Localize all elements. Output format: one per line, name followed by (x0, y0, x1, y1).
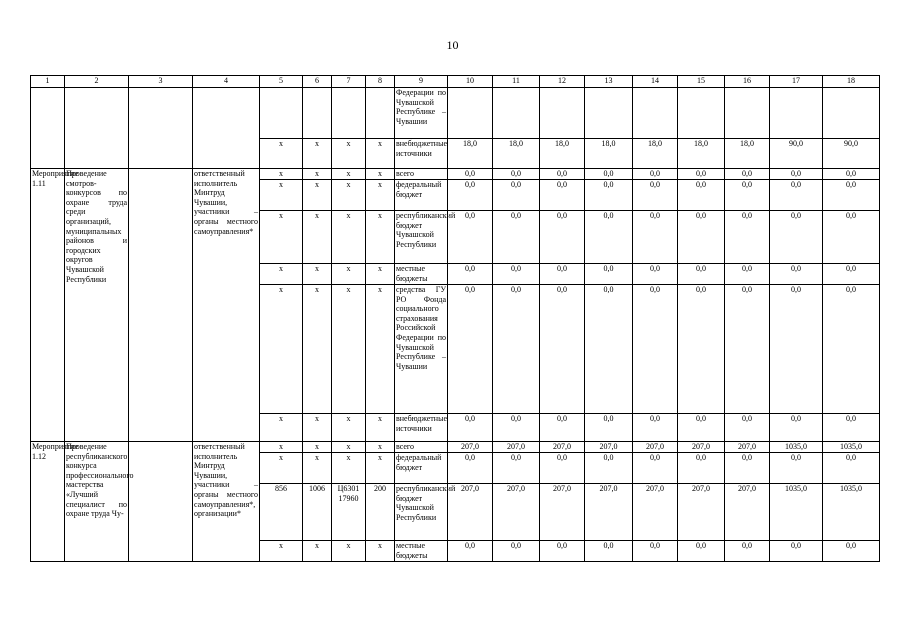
value-cell: 0,0 (633, 414, 678, 442)
column-number: 2 (65, 76, 129, 88)
code-cell: 200 (366, 484, 395, 541)
code-cell: x (332, 285, 366, 414)
code-cell: x (366, 264, 395, 285)
value-cell: 0,0 (448, 541, 493, 562)
value-cell: 0,0 (725, 285, 770, 414)
value-cell: 0,0 (823, 453, 880, 484)
value-cell: 18,0 (633, 139, 678, 169)
code-cell: x (366, 442, 395, 453)
value-cell: 0,0 (585, 264, 633, 285)
value-cell: 0,0 (585, 453, 633, 484)
responsible-cell: ответственный исполнитель Минтруд Чувашии, участники – органы местного самоуправления* (193, 169, 260, 442)
value-cell: 0,0 (448, 285, 493, 414)
code-cell: x (303, 211, 332, 264)
value-cell: 0,0 (725, 541, 770, 562)
value-cell: 18,0 (725, 139, 770, 169)
code-cell: x (366, 211, 395, 264)
code-cell: x (332, 211, 366, 264)
code-cell: x (332, 264, 366, 285)
value-cell: 0,0 (448, 414, 493, 442)
value-cell: 90,0 (770, 139, 823, 169)
code-cell: x (366, 169, 395, 180)
value-cell (725, 88, 770, 139)
name-cell: Проведение смотров-конкурсов по охране труда среди организаций, муниципальных районов и городских округов Чувашской Республики (65, 169, 129, 442)
value-cell: 207,0 (678, 484, 725, 541)
value-cell: 207,0 (725, 442, 770, 453)
value-cell: 0,0 (585, 414, 633, 442)
funding-source: всего (395, 169, 448, 180)
value-cell: 207,0 (493, 484, 540, 541)
code-cell: x (260, 169, 303, 180)
value-cell: 0,0 (725, 180, 770, 211)
code-cell (303, 88, 332, 139)
value-cell: 18,0 (493, 139, 540, 169)
value-cell: 0,0 (633, 211, 678, 264)
funding-source: федеральный бюджет (395, 180, 448, 211)
funding-source: республиканский бюджет Чувашской Республики (395, 484, 448, 541)
value-cell: 90,0 (823, 139, 880, 169)
value-cell: 0,0 (633, 285, 678, 414)
code-cell (366, 88, 395, 139)
value-cell: 0,0 (770, 414, 823, 442)
value-cell: 207,0 (448, 484, 493, 541)
value-cell: 0,0 (725, 414, 770, 442)
value-cell: 18,0 (448, 139, 493, 169)
value-cell: 0,0 (540, 414, 585, 442)
table-row (31, 88, 880, 139)
col3-cell (129, 169, 193, 442)
code-cell: x (332, 169, 366, 180)
code-cell: x (260, 453, 303, 484)
code-cell: x (303, 180, 332, 211)
value-cell: 0,0 (448, 453, 493, 484)
value-cell: 0,0 (633, 180, 678, 211)
value-cell: 0,0 (770, 285, 823, 414)
code-cell: x (332, 442, 366, 453)
code-cell (332, 88, 366, 139)
code-cell: x (303, 285, 332, 414)
value-cell: 0,0 (540, 453, 585, 484)
value-cell: 0,0 (540, 211, 585, 264)
value-cell: 0,0 (540, 264, 585, 285)
code-cell: x (260, 211, 303, 264)
value-cell: 0,0 (678, 169, 725, 180)
value-cell: 0,0 (823, 285, 880, 414)
budget-table (30, 75, 880, 562)
value-cell: 0,0 (725, 211, 770, 264)
value-cell: 0,0 (678, 180, 725, 211)
value-cell: 0,0 (585, 285, 633, 414)
value-cell: 0,0 (493, 169, 540, 180)
code-cell: x (260, 285, 303, 414)
value-cell: 0,0 (493, 285, 540, 414)
code-cell: x (303, 414, 332, 442)
value-cell: 0,0 (770, 211, 823, 264)
value-cell: 0,0 (540, 169, 585, 180)
column-number: 12 (540, 76, 585, 88)
value-cell: 0,0 (823, 211, 880, 264)
name-cell (65, 88, 129, 169)
funding-source: внебюджетные источники (395, 139, 448, 169)
table-row (31, 169, 880, 180)
funding-source: всего (395, 442, 448, 453)
code-cell: x (303, 442, 332, 453)
value-cell: 0,0 (823, 414, 880, 442)
value-cell: 0,0 (493, 180, 540, 211)
column-number: 4 (193, 76, 260, 88)
name-cell: Проведение республиканского конкурса профессионального мастерства «Лучший специалист по охране труда Чу- (65, 442, 129, 562)
code-cell: x (303, 541, 332, 562)
funding-source: местные бюджеты (395, 541, 448, 562)
value-cell: 18,0 (540, 139, 585, 169)
value-cell: 207,0 (540, 442, 585, 453)
value-cell: 0,0 (585, 541, 633, 562)
value-cell: 207,0 (678, 442, 725, 453)
value-cell: 0,0 (585, 169, 633, 180)
value-cell: 0,0 (493, 541, 540, 562)
value-cell: 1035,0 (823, 484, 880, 541)
value-cell: 18,0 (678, 139, 725, 169)
value-cell: 0,0 (678, 211, 725, 264)
column-number: 18 (823, 76, 880, 88)
value-cell (493, 88, 540, 139)
value-cell: 0,0 (725, 169, 770, 180)
value-cell: 0,0 (823, 264, 880, 285)
value-cell (448, 88, 493, 139)
code-cell: x (260, 442, 303, 453)
value-cell: 0,0 (540, 285, 585, 414)
column-number: 13 (585, 76, 633, 88)
funding-source: местные бюджеты (395, 264, 448, 285)
code-cell: x (366, 541, 395, 562)
value-cell: 0,0 (678, 264, 725, 285)
value-cell: 0,0 (633, 169, 678, 180)
code-cell: x (260, 264, 303, 285)
value-cell: 207,0 (633, 484, 678, 541)
value-cell: 1035,0 (770, 484, 823, 541)
value-cell: 0,0 (678, 414, 725, 442)
value-cell: 1035,0 (770, 442, 823, 453)
funding-source: средства ГУ РО Фонда социального страхования Российской Федерации по Чувашской Республике – Чувашии (395, 285, 448, 414)
value-cell (633, 88, 678, 139)
code-cell (260, 88, 303, 139)
value-cell: 0,0 (823, 541, 880, 562)
value-cell: 207,0 (585, 484, 633, 541)
column-number: 11 (493, 76, 540, 88)
column-number: 8 (366, 76, 395, 88)
value-cell: 0,0 (493, 414, 540, 442)
value-cell: 0,0 (448, 180, 493, 211)
column-number: 10 (448, 76, 493, 88)
column-number: 9 (395, 76, 448, 88)
column-number: 17 (770, 76, 823, 88)
code-cell: x (366, 414, 395, 442)
code-cell: x (332, 414, 366, 442)
header-row (31, 76, 880, 88)
code-cell: x (332, 453, 366, 484)
col3-cell (129, 442, 193, 562)
value-cell: 0,0 (770, 541, 823, 562)
column-number: 6 (303, 76, 332, 88)
code-cell: x (260, 541, 303, 562)
value-cell: 207,0 (493, 442, 540, 453)
value-cell: 0,0 (493, 211, 540, 264)
value-cell: 0,0 (448, 264, 493, 285)
value-cell (540, 88, 585, 139)
value-cell: 0,0 (770, 180, 823, 211)
event-cell: Мероприятие 1.11 (31, 169, 65, 442)
code-cell: x (332, 541, 366, 562)
funding-source: внебюджетные источники (395, 414, 448, 442)
value-cell: 0,0 (493, 453, 540, 484)
code-cell: x (303, 453, 332, 484)
value-cell: 0,0 (633, 453, 678, 484)
page-number: 10 (446, 38, 459, 52)
column-number: 5 (260, 76, 303, 88)
funding-source: Федерации по Чувашской Республике – Чувашии (395, 88, 448, 139)
code-cell: x (260, 180, 303, 211)
code-cell: x (366, 139, 395, 169)
code-cell: x (366, 180, 395, 211)
value-cell: 207,0 (448, 442, 493, 453)
column-number: 16 (725, 76, 770, 88)
value-cell: 0,0 (770, 453, 823, 484)
value-cell: 0,0 (823, 180, 880, 211)
value-cell: 0,0 (633, 541, 678, 562)
value-cell (585, 88, 633, 139)
responsible-cell (193, 88, 260, 169)
value-cell: 0,0 (678, 285, 725, 414)
value-cell: 0,0 (448, 169, 493, 180)
value-cell: 0,0 (585, 180, 633, 211)
value-cell (823, 88, 880, 139)
event-cell: Мероприятие 1.12 (31, 442, 65, 562)
funding-source: республиканский бюджет Чувашской Республики (395, 211, 448, 264)
value-cell: 0,0 (823, 169, 880, 180)
value-cell: 0,0 (770, 169, 823, 180)
code-cell: x (332, 180, 366, 211)
code-cell: x (303, 139, 332, 169)
funding-source: федеральный бюджет (395, 453, 448, 484)
value-cell: 0,0 (770, 264, 823, 285)
code-cell: x (332, 139, 366, 169)
value-cell (770, 88, 823, 139)
code-cell: x (303, 169, 332, 180)
code-cell: x (260, 139, 303, 169)
event-cell (31, 88, 65, 169)
column-number: 1 (31, 76, 65, 88)
value-cell: 0,0 (493, 264, 540, 285)
value-cell: 1035,0 (823, 442, 880, 453)
code-cell: Ц6301 17960 (332, 484, 366, 541)
code-cell: 856 (260, 484, 303, 541)
value-cell: 0,0 (725, 264, 770, 285)
value-cell: 207,0 (585, 442, 633, 453)
code-cell: x (366, 453, 395, 484)
table-row (31, 442, 880, 453)
column-number: 15 (678, 76, 725, 88)
value-cell: 0,0 (540, 541, 585, 562)
code-cell: 1006 (303, 484, 332, 541)
value-cell (678, 88, 725, 139)
value-cell: 0,0 (540, 180, 585, 211)
column-number: 7 (332, 76, 366, 88)
code-cell: x (260, 414, 303, 442)
value-cell: 0,0 (678, 453, 725, 484)
code-cell: x (366, 285, 395, 414)
responsible-cell: ответственный исполнитель Минтруд Чувашии, участники – органы местного самоуправления*, организации* (193, 442, 260, 562)
value-cell: 0,0 (725, 453, 770, 484)
value-cell: 18,0 (585, 139, 633, 169)
value-cell: 0,0 (585, 211, 633, 264)
value-cell: 0,0 (678, 541, 725, 562)
value-cell: 207,0 (725, 484, 770, 541)
col3-cell (129, 88, 193, 169)
value-cell: 0,0 (448, 211, 493, 264)
code-cell: x (303, 264, 332, 285)
column-number: 14 (633, 76, 678, 88)
value-cell: 0,0 (633, 264, 678, 285)
value-cell: 207,0 (540, 484, 585, 541)
column-number: 3 (129, 76, 193, 88)
value-cell: 207,0 (633, 442, 678, 453)
